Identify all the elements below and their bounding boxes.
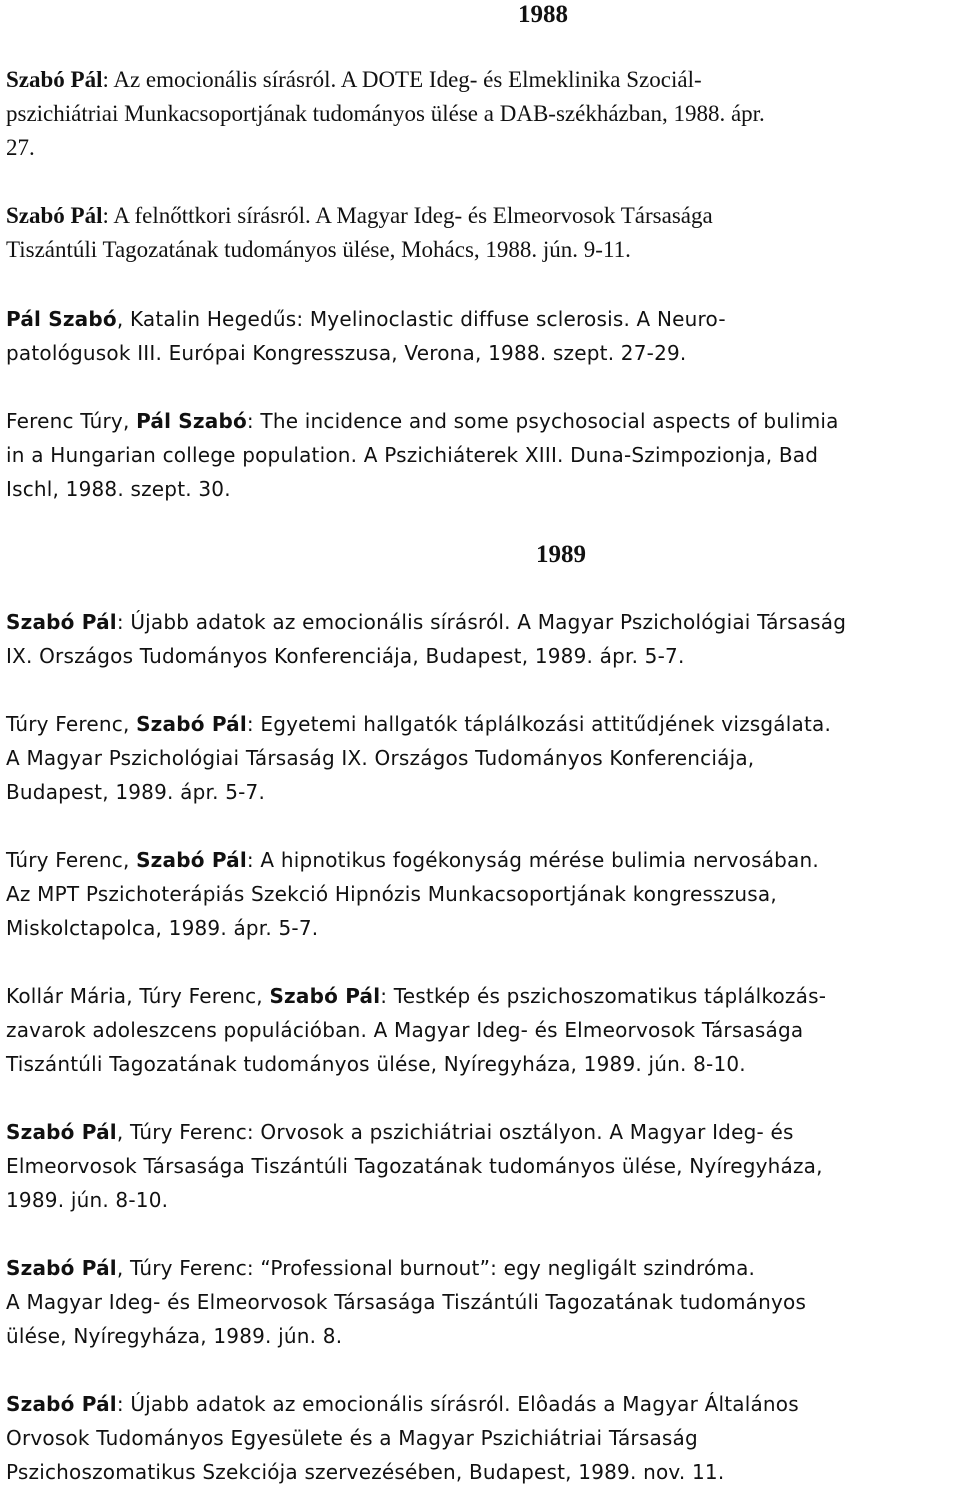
entry-line [6, 877, 956, 911]
author-name: Szabó Pál [269, 984, 381, 1008]
entry-text: Ischl, 1988. szept. 30. [6, 477, 231, 501]
entry-text: A Magyar Ideg- és Elmeorvosok Társasága Tiszántúli Tagozatának tudományos [6, 1290, 807, 1314]
entry-1989-2 [6, 707, 956, 809]
entry-1989-4 [6, 979, 956, 1081]
entry-line [6, 775, 956, 809]
entry-text: , Túry Ferenc: “Professional burnout”: egy negligált szindróma. [116, 1256, 756, 1280]
entry-text: IX. Országos Tudományos Konferenciája, Budapest, 1989. ápr. 5-7. [6, 644, 685, 668]
entry-line [6, 1115, 956, 1149]
entry-line [6, 843, 956, 877]
entry-1988-1 [6, 63, 956, 165]
entry-text: , Túry Ferenc: Orvosok a pszichiátriai osztályon. A Magyar Ideg- és [116, 1120, 794, 1144]
author-name: Szabó Pál [6, 1256, 117, 1280]
entry-text: : Az emocionális sírásról. A DOTE Ideg- és Elmeklinika Szociál- [102, 67, 702, 92]
author-name: Szabó Pál [136, 848, 247, 872]
entry-line [6, 1421, 956, 1455]
entry-text: : Újabb adatok az emocionális sírásról. A Magyar Pszichológiai Társaság [116, 610, 847, 634]
author-name: Szabó Pál [6, 610, 117, 634]
entry-line [6, 404, 956, 438]
entry-1989-5 [6, 1115, 956, 1217]
entry-text: Tiszántúli Tagozatának tudományos ülése, Nyíregyháza, 1989. jún. 8-10. [6, 1052, 746, 1076]
entry-line [6, 1013, 956, 1047]
entry-text: : Újabb adatok az emocionális sírásról. Elôadás a Magyar Általános [116, 1392, 799, 1416]
entry-1989-6 [6, 1251, 956, 1353]
author-name: Szabó Pál [6, 67, 103, 92]
entry-line [6, 233, 956, 267]
entry-line [6, 199, 956, 233]
entry-text: Elmeorvosok Társasága Tiszántúli Tagozatának tudományos ülése, Nyíregyháza, [6, 1154, 823, 1178]
entry-text: zavarok adoleszcens populációban. A Magyar Ideg- és Elmeorvosok Társasága [6, 1018, 804, 1042]
year-heading-1988: 1988 [518, 1, 568, 28]
entry-text: in a Hungarian college population. A Pszichiáterek XIII. Duna-Szimpozionja, Bad [6, 443, 819, 467]
entry-line [6, 1455, 956, 1489]
entry-text: : Testkép és pszichoszomatikus táplálkozás- [380, 984, 827, 1008]
entry-line [6, 979, 956, 1013]
entry-text: Túry Ferenc, [6, 712, 137, 736]
entry-line [6, 336, 956, 370]
entry-line [6, 1251, 956, 1285]
entry-text: ülése, Nyíregyháza, 1989. jún. 8. [6, 1324, 343, 1348]
entry-line [6, 302, 956, 336]
entry-text: Túry Ferenc, [6, 848, 137, 872]
entry-line [6, 1285, 956, 1319]
entry-text: Pszichoszomatikus Szekciója szervezésében, Budapest, 1989. nov. 11. [6, 1460, 725, 1484]
entry-line [6, 438, 956, 472]
entry-line [6, 131, 956, 165]
year-heading-1989: 1989 [536, 541, 586, 568]
author-name: Szabó Pál [6, 203, 103, 228]
entry-1989-3 [6, 843, 956, 945]
entry-text: pszichiátriai Munkacsoportjának tudományos ülése a DAB-székházban, 1988. ápr. [6, 101, 765, 126]
entry-text: : Egyetemi hallgatók táplálkozási attitűdjének vizsgálata. [246, 712, 832, 736]
entry-line [6, 1183, 956, 1217]
entry-text: patológusok III. Európai Kongresszusa, Verona, 1988. szept. 27-29. [6, 341, 687, 365]
entry-text: : A hipnotikus fogékonyság mérése bulimia nervosában. [246, 848, 819, 872]
entry-1989-7 [6, 1387, 956, 1489]
entry-line [6, 605, 956, 639]
entry-text: Az MPT Pszichoterápiás Szekció Hipnózis Munkacsoportjának kongresszusa, [6, 882, 777, 906]
entry-text: A Magyar Pszichológiai Társaság IX. Országos Tudományos Konferenciája, [6, 746, 755, 770]
entry-text: Ferenc Túry, [6, 409, 137, 433]
entry-line [6, 741, 956, 775]
entry-text: 1989. jún. 8-10. [6, 1188, 169, 1212]
entry-text: Miskolctapolca, 1989. ápr. 5-7. [6, 916, 319, 940]
entry-line [6, 472, 956, 506]
entry-text: Budapest, 1989. ápr. 5-7. [6, 780, 266, 804]
author-name: Szabó Pál [136, 712, 247, 736]
entry-line [6, 63, 956, 97]
author-name: Szabó Pál [6, 1120, 117, 1144]
author-name: Pál Szabó [6, 307, 117, 331]
entry-text: : A felnőttkori sírásról. A Magyar Ideg- és Elmeorvosok Társasága [102, 203, 713, 228]
entry-text: Tiszántúli Tagozatának tudományos ülése, Mohács, 1988. jún. 9-11. [6, 237, 631, 262]
entry-line [6, 1047, 956, 1081]
entry-text: 27. [6, 135, 35, 160]
entry-text: , Katalin Hegedűs: Myelinoclastic diffuse sclerosis. A Neuro- [116, 307, 726, 331]
entry-line [6, 707, 956, 741]
entry-line [6, 1149, 956, 1183]
entry-1988-4 [6, 404, 956, 506]
entry-line [6, 639, 956, 673]
entry-line [6, 1387, 956, 1421]
entry-1989-1 [6, 605, 956, 673]
entry-1988-2 [6, 199, 956, 267]
entry-line [6, 1319, 956, 1353]
entry-text: Orvosok Tudományos Egyesülete és a Magyar Pszichiátriai Társaság [6, 1426, 698, 1450]
author-name: Szabó Pál [6, 1392, 117, 1416]
entry-text: : The incidence and some psychosocial aspects of bulimia [246, 409, 839, 433]
author-name: Pál Szabó [136, 409, 247, 433]
entry-1988-3 [6, 302, 956, 370]
entry-line [6, 97, 956, 131]
entry-line [6, 911, 956, 945]
entry-text: Kollár Mária, Túry Ferenc, [6, 984, 270, 1008]
